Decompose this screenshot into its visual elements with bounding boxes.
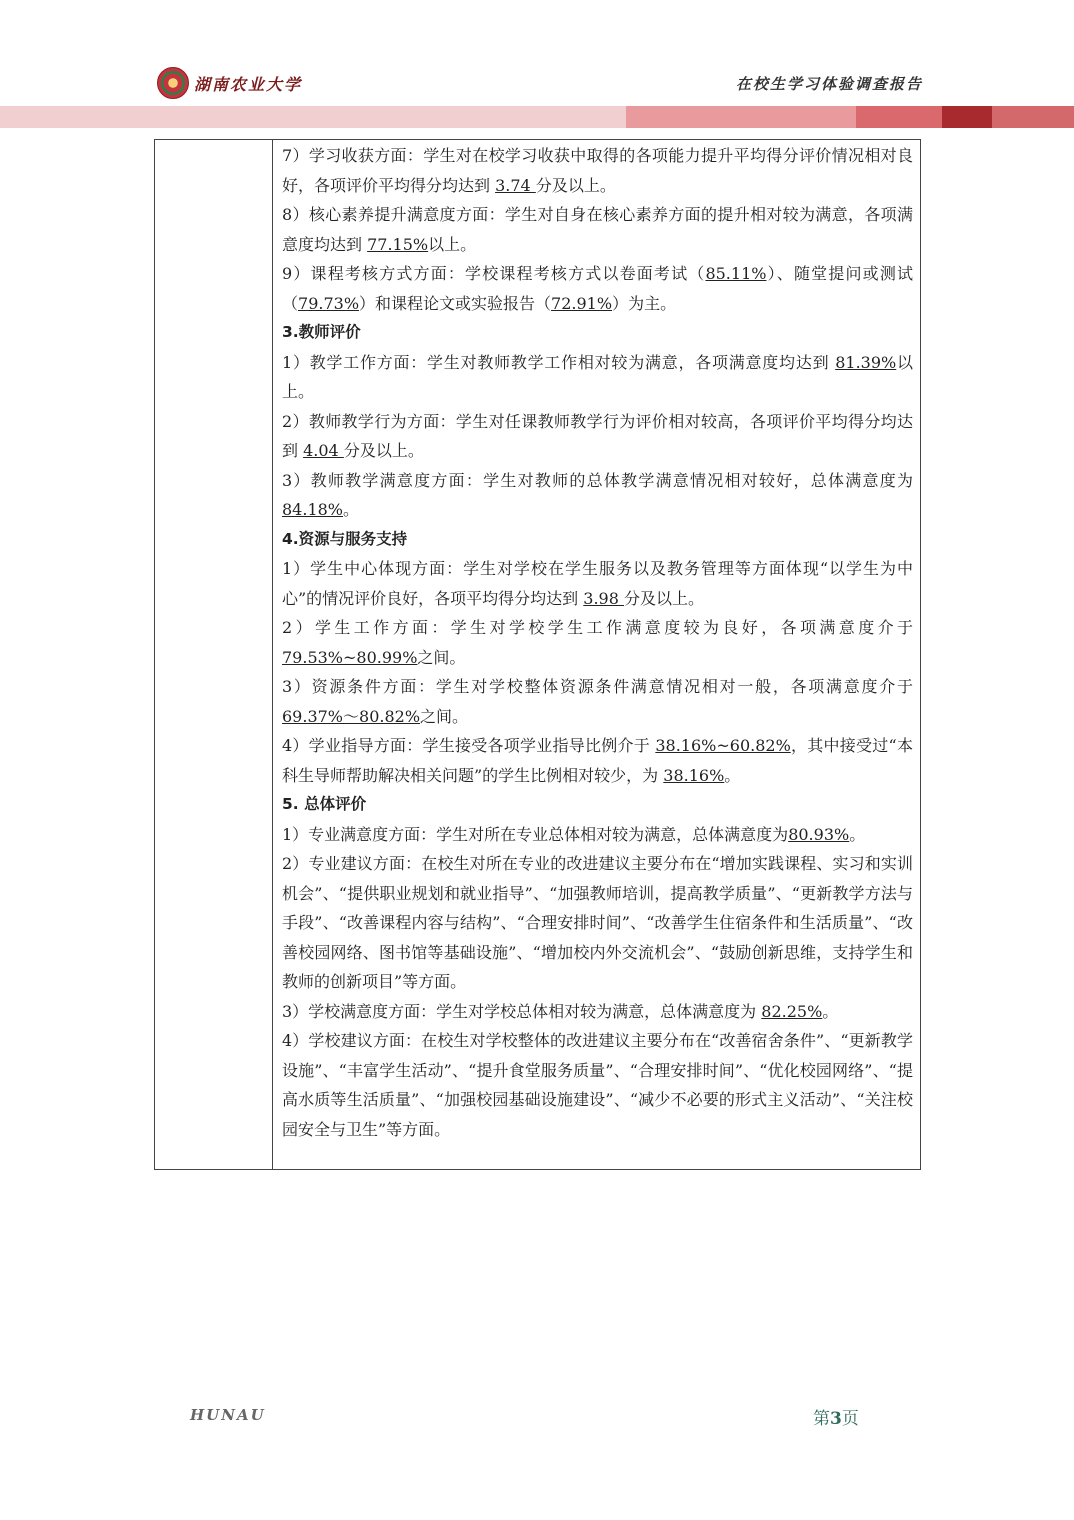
university-name: 湖南农业大学: [194, 75, 303, 94]
paragraph-text: 8）核心素养提升满意度方面：学生对自身在核心素养方面的提升相对较为满意，各项满意度均达到: [282, 205, 913, 254]
section-heading: 3.教师评价: [282, 323, 361, 341]
header-band-segment: [992, 106, 1074, 128]
paragraph-text: 。: [849, 824, 866, 844]
page-number-suffix: 页: [841, 1409, 859, 1429]
paragraph-text: 1）专业满意度方面：学生对所在专业总体相对较为满意，总体满意度为: [282, 824, 789, 844]
paragraph: [282, 997, 913, 1027]
paragraph: [282, 466, 913, 525]
underlined-value: 82.25%: [761, 1001, 823, 1021]
underlined-value: 3.74: [495, 175, 536, 195]
paragraph: [282, 820, 913, 850]
underlined-value: 38.16%~60.82%: [655, 736, 791, 755]
paragraph-text: ）为主。: [612, 293, 677, 313]
paragraph: [282, 554, 913, 613]
report-title: 在校生学习体验调查报告: [735, 75, 923, 93]
page-number: [813, 1404, 859, 1429]
paragraph-text: 之间。: [417, 647, 466, 667]
paragraph: [282, 731, 913, 790]
paragraph-text: 分及以上。: [343, 441, 424, 460]
paragraph-text: 1）教学工作方面：学生对教师教学工作相对较为满意，各项满意度均达到: [282, 352, 836, 372]
paragraph-text: 7）学习收获方面：学生对在校学习收获中取得的各项能力提升平均得分评价情况相对良好，各项评价平均得分均达到: [282, 146, 913, 195]
underlined-value: 79.53%~80.99%: [282, 647, 418, 667]
paragraph: [282, 613, 913, 672]
underlined-value: 79.73%: [298, 293, 360, 313]
paragraph-text: ）和课程论文或实验报告（: [359, 293, 552, 313]
paragraph-text: 9）课程考核方式方面：学校课程考核方式以卷面考试（: [282, 264, 706, 283]
paragraph-text: 3）教师教学满意度方面：学生对教师的总体教学满意情况相对较好，总体满意度为: [282, 470, 913, 490]
underlined-value: 69.37%～80.82%: [282, 706, 421, 726]
paragraph-text: 4）学校建议方面：在校生对学校整体的改进建议主要分布在“改善宿舍条件”、“更新教学设施”、“丰富学生活动”、“提升食堂服务质量”、“合理安排时间”、“优化校园网络”、“提高水质等生活质量”、“加强校园基础设施建设”、“减少不必要的形式主义活动”、“关注校园安全与卫生”等方面。: [282, 1031, 913, 1139]
paragraph-text: 分及以上。: [535, 175, 616, 195]
paragraph-text: 分及以上。: [624, 588, 705, 608]
table-content-cell: [282, 141, 913, 1144]
paragraph-text: 3）资源条件方面：学生对学校整体资源条件满意情况相对一般，各项满意度介于: [282, 677, 913, 696]
paragraph-text: 以上。: [282, 352, 913, 401]
paragraph: [282, 348, 913, 407]
underlined-value: 72.91%: [551, 293, 613, 313]
underlined-value: 38.16%: [663, 765, 725, 785]
underlined-value: 84.18%: [282, 500, 344, 519]
underlined-value: 85.11%: [705, 264, 767, 283]
university-logo-icon: [157, 67, 189, 99]
paragraph: [282, 1026, 913, 1144]
paragraph-text: 1）学生中心体现方面：学生对学校在学生服务以及教务管理等方面体现“以学生为中心”的情况评价良好，各项平均得分均达到: [282, 559, 913, 608]
paragraph-text: 3）学校满意度方面：学生对学校总体相对较为满意，总体满意度为: [282, 1001, 762, 1021]
header-band-segment: [0, 106, 626, 128]
page-header: [0, 62, 1074, 106]
paragraph: [282, 672, 913, 731]
underlined-value: 4.04: [303, 441, 344, 460]
footer-brand: HUNAU: [190, 1406, 266, 1424]
paragraph: [282, 849, 913, 997]
underlined-value: 80.93%: [788, 824, 850, 844]
header-band-segment: [626, 106, 856, 128]
paragraph-text: 。: [724, 765, 741, 785]
paragraph: [282, 200, 913, 259]
underlined-value: 81.39%: [835, 352, 897, 372]
paragraph-text: 以上。: [428, 234, 477, 254]
section-heading: 4.资源与服务支持: [282, 529, 408, 548]
paragraph-text: ）、随堂提问或测试（: [282, 264, 913, 313]
underlined-value: 3.98: [583, 588, 624, 608]
page-number-value: 3: [830, 1409, 842, 1429]
header-band-segment: [942, 106, 992, 128]
paragraph: [282, 407, 913, 466]
header-band-segment: [856, 106, 942, 128]
paragraph: [282, 141, 913, 200]
page-number-prefix: 第: [813, 1409, 830, 1429]
paragraph: [282, 259, 913, 318]
paragraph-text: ，其中接受过“本科生导师帮助解决相关问题”的学生比例相对较少，为: [282, 736, 913, 785]
paragraph-text: 2）专业建议方面：在校生对所在专业的改进建议主要分布在“增加实践课程、实习和实训机会”、“提供职业规划和就业指导”、“加强教师培训，提高教学质量”、“更新教学方法与手段”、“改善课程内容与结构”、“合理安排时间”、“改善学生住宿条件和生活质量”、“改善校园网络、图书馆等基础设施”、“增加校内外交流机会”、“鼓励创新思维，支持学生和教师的创新项目”等方面。: [282, 854, 913, 991]
underlined-value: 77.15%: [367, 234, 429, 254]
paragraph-text: 之间。: [420, 706, 469, 726]
paragraph-text: 。: [343, 500, 360, 519]
paragraph-text: 2）学生工作方面：学生对学校学生工作满意度较为良好，各项满意度介于: [282, 618, 913, 637]
paragraph-text: 4）学业指导方面：学生接受各项学业指导比例介于: [282, 736, 656, 755]
paragraph-text: 。: [822, 1001, 839, 1021]
table-column-divider: [272, 139, 273, 1170]
paragraph-text: 2）教师教学行为方面：学生对任课教师教学行为评价相对较高，各项评价平均得分均达到: [282, 411, 913, 460]
section-heading: 5. 总体评价: [282, 795, 367, 813]
